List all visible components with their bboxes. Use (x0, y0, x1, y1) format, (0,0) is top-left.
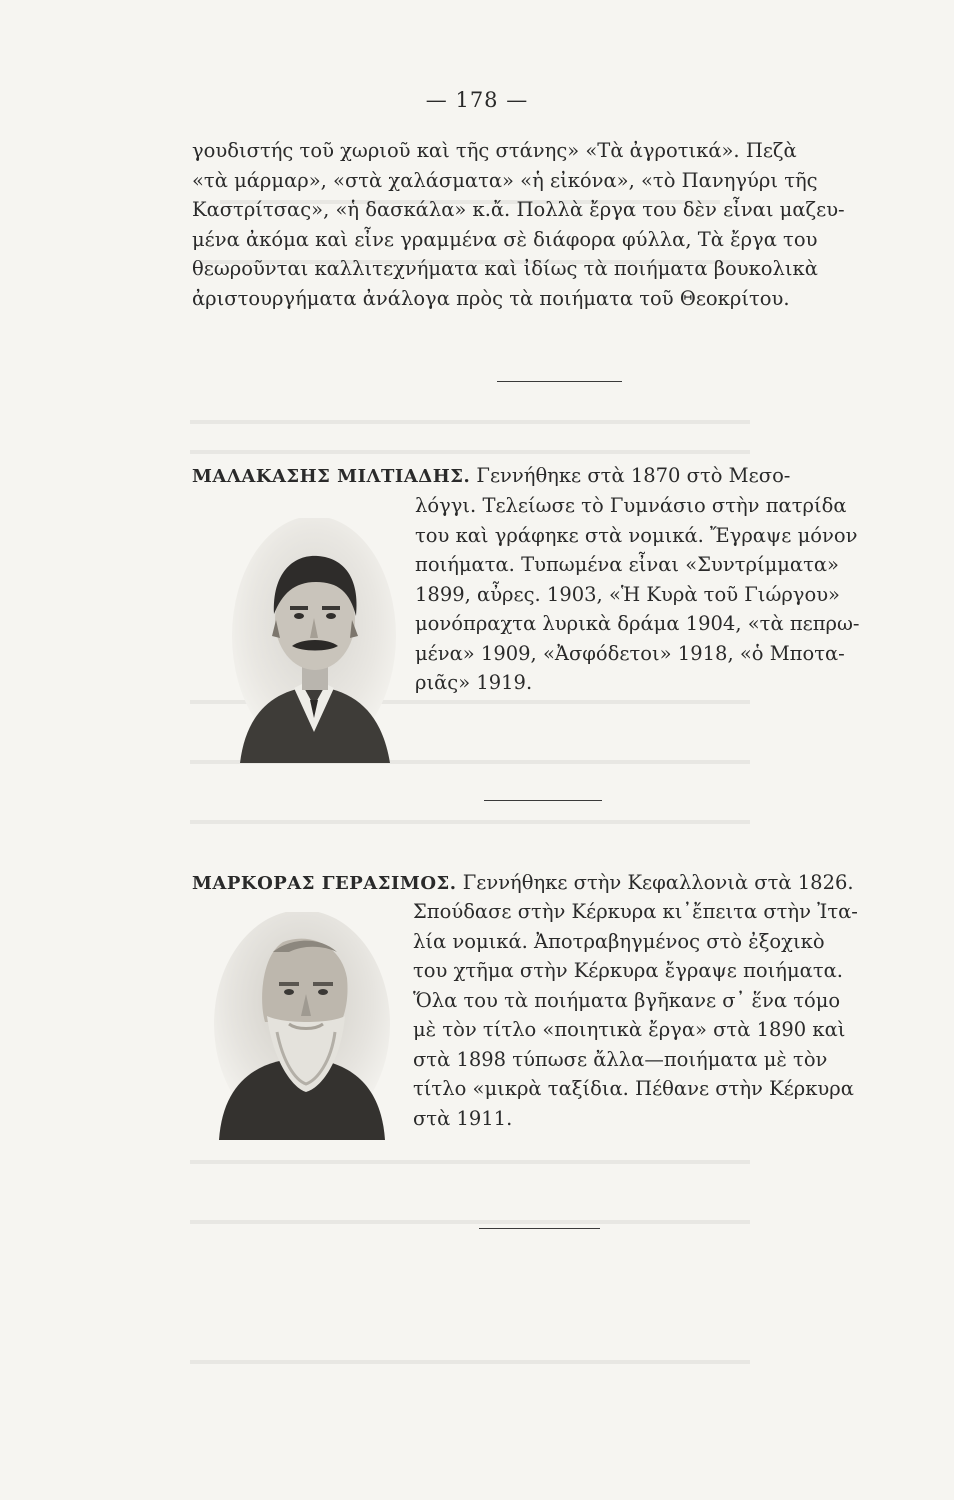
entry-text (415, 491, 904, 698)
text-line: στὰ 1911. (413, 1106, 513, 1130)
text-line: γουδιστής τοῦ χωριοῦ καὶ τῆς στάνης» «Τὰ ἀγροτικά». Πεζὰ (192, 139, 797, 162)
section-divider (479, 1228, 600, 1229)
text-line: μένα» 1909, «Ἀσφόδετοι» 1918, «ὁ Μποτα- (415, 641, 845, 665)
text-line: μὲ τὸν τίτλο «ποιητικὰ ἔργα» στὰ 1890 καὶ (413, 1018, 846, 1041)
entry-first-line: Γεννήθηκε στὰ 1870 στὸ Μεσο- (476, 464, 791, 487)
entry-name: ΜΑΡΚΟΡΑΣ ΓΕΡΑΣΙΜΟΣ. (192, 873, 457, 894)
text-line: Σπούδασε στὴν Κέρκυρα κι᾽ἔπειτα στὴν Ἰτα- (413, 900, 858, 923)
entry-heading-line (192, 461, 904, 492)
intro-paragraph (192, 136, 904, 313)
entry-text (413, 897, 904, 1133)
text-line: λία νομικά. Ἀποτραβηγμένος στὸ ἐξοχικὸ (413, 929, 825, 953)
text-line: «τὰ μάρμαρ», «στὰ χαλάσματα» «ἡ εἰκόνα», «τὸ Πανηγύρι τῆς (192, 168, 818, 192)
text-line: ποιήματα. Τυπωμένα εἶναι «Συντρίμματα» (415, 553, 839, 576)
text-line: του χτῆμα στὴν Κέρκυρα ἔγραψε ποιήματα. (413, 959, 843, 982)
section-divider (484, 800, 602, 801)
text-line: του καὶ γράφηκε στὰ νομικά. Ἔγραψε μόνον (415, 523, 858, 547)
entry-first-line: Γεννήθηκε στὴν Κεφαλλονιὰ στὰ 1826. (462, 871, 854, 894)
text-line: ἀριστουργήματα ἀνάλογα πρὸς τὰ ποιήματα τοῦ Θεοκρίτου. (192, 286, 790, 310)
text-line: τίτλο «μικρὰ ταξίδια. Πέθανε στὴν Κέρκυρα (413, 1077, 854, 1100)
text-line: θεωροῦνται καλλιτεχνήματα καὶ ἰδίως τὰ ποιήματα βουκολικὰ (192, 257, 818, 280)
text-line: Καστρίτσας», «ἡ δασκάλα» κ.ἄ. Πολλὰ ἔργα του δὲν εἶναι μαζευ- (192, 198, 845, 221)
text-line: Ὅλα του τὰ ποιήματα βγῆκανε σ᾽ ἕνα τόμο (413, 988, 841, 1012)
entry-heading-line (192, 868, 904, 899)
text-line: στὰ 1898 τύπωσε ἄλλα—ποιήματα μὲ τὸν (413, 1047, 828, 1071)
text-line: μονόπραχτα λυρικὰ δράμα 1904, «τὰ πεπρω- (415, 612, 860, 635)
text-line (192, 461, 904, 492)
text-line: ριᾶς» 1919. (415, 671, 533, 694)
text-line: μένα ἀκόμα καὶ εἶνε γραμμένα σὲ διάφορα φύλλα, Τὰ ἔργα του (192, 227, 818, 251)
text-line (192, 868, 904, 899)
entry-name: ΜΑΛΑΚΑΣΗΣ ΜΙΛΤΙΑΔΗΣ. (192, 466, 471, 487)
section-divider (497, 381, 622, 382)
text-line: 1899, αὖρες. 1903, «Ἡ Κυρὰ τοῦ Γιώργου» (415, 582, 840, 606)
page-number: — 178 — (425, 88, 529, 112)
portrait-markoras-icon (213, 912, 391, 1140)
text-line: λόγγι. Τελείωσε τὸ Γυμνάσιο στὴν πατρίδα (415, 494, 847, 517)
portrait-malakasis-icon (232, 518, 397, 763)
